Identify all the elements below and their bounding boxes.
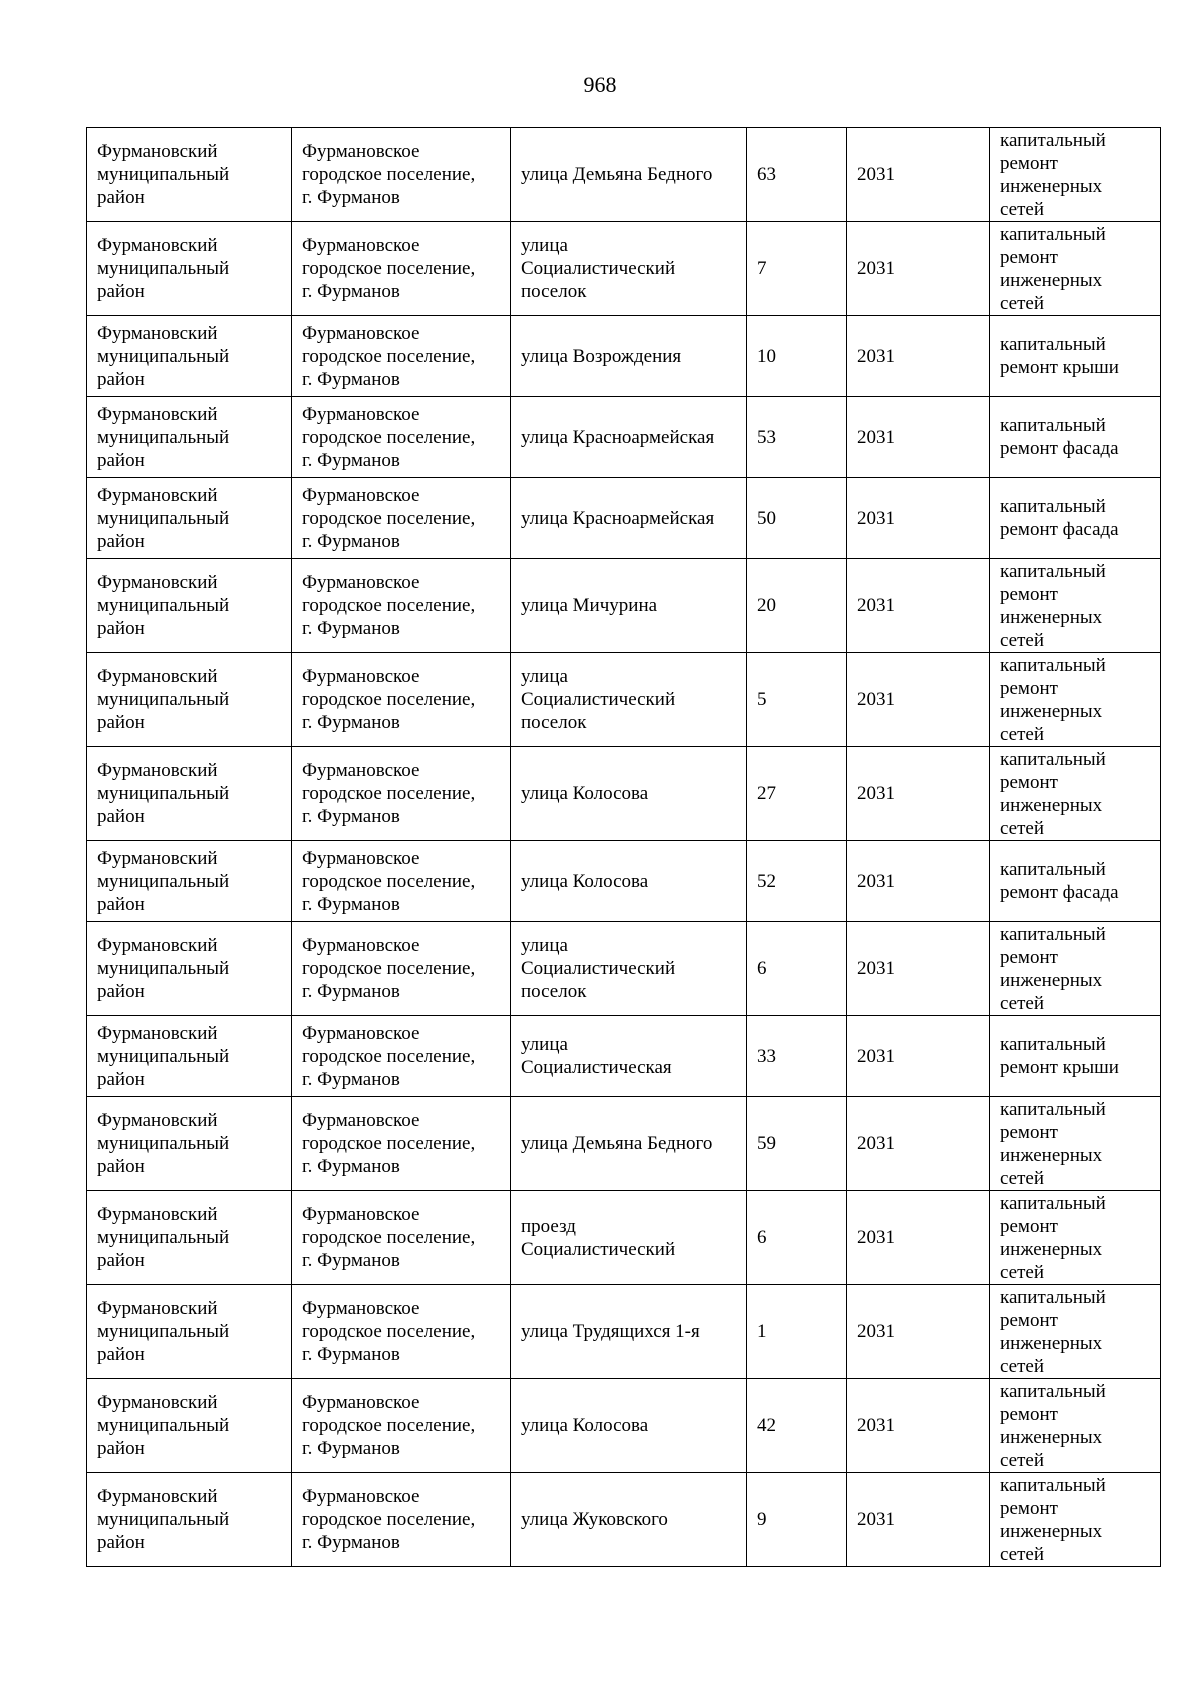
street-cell: проезд Социалистический: [511, 1191, 747, 1285]
year-cell: 2031: [847, 653, 990, 747]
settlement-cell: Фурмановское городское поселение, г. Фурманов: [292, 1285, 511, 1379]
settlement-cell: Фурмановское городское поселение, г. Фурманов: [292, 1097, 511, 1191]
district-cell: Фурмановский муниципальный район: [87, 1473, 292, 1567]
year-cell: 2031: [847, 222, 990, 316]
work-type-cell: капитальный ремонт крыши: [990, 316, 1161, 397]
district-cell: Фурмановский муниципальный район: [87, 1016, 292, 1097]
street-cell: улица Красноармейская: [511, 397, 747, 478]
table-row: [87, 922, 1161, 1016]
house-number-cell: 10: [747, 316, 847, 397]
year-cell: 2031: [847, 1473, 990, 1567]
house-number-cell: 53: [747, 397, 847, 478]
table-row: [87, 222, 1161, 316]
settlement-cell: Фурмановское городское поселение, г. Фурманов: [292, 1379, 511, 1473]
year-cell: 2031: [847, 397, 990, 478]
settlement-cell: Фурмановское городское поселение, г. Фурманов: [292, 397, 511, 478]
year-cell: 2031: [847, 841, 990, 922]
work-type-cell: капитальный ремонт инженерных сетей: [990, 922, 1161, 1016]
district-cell: Фурмановский муниципальный район: [87, 128, 292, 222]
street-cell: улица Красноармейская: [511, 478, 747, 559]
year-cell: 2031: [847, 1097, 990, 1191]
street-cell: улица Возрождения: [511, 316, 747, 397]
street-cell: улица Демьяна Бедного: [511, 128, 747, 222]
table-row: [87, 316, 1161, 397]
settlement-cell: Фурмановское городское поселение, г. Фурманов: [292, 316, 511, 397]
district-cell: Фурмановский муниципальный район: [87, 653, 292, 747]
district-cell: Фурмановский муниципальный район: [87, 316, 292, 397]
settlement-cell: Фурмановское городское поселение, г. Фурманов: [292, 1473, 511, 1567]
district-cell: Фурмановский муниципальный район: [87, 1191, 292, 1285]
street-cell: улица Демьяна Бедного: [511, 1097, 747, 1191]
street-cell: улица Социалистический поселок: [511, 922, 747, 1016]
settlement-cell: Фурмановское городское поселение, г. Фурманов: [292, 478, 511, 559]
street-cell: улица Социалистический поселок: [511, 653, 747, 747]
table-row: [87, 1191, 1161, 1285]
house-number-cell: 52: [747, 841, 847, 922]
district-cell: Фурмановский муниципальный район: [87, 922, 292, 1016]
table-row: [87, 841, 1161, 922]
year-cell: 2031: [847, 128, 990, 222]
work-type-cell: капитальный ремонт инженерных сетей: [990, 128, 1161, 222]
work-type-cell: капитальный ремонт инженерных сетей: [990, 653, 1161, 747]
house-number-cell: 6: [747, 1191, 847, 1285]
year-cell: 2031: [847, 1191, 990, 1285]
settlement-cell: Фурмановское городское поселение, г. Фурманов: [292, 747, 511, 841]
street-cell: улица Колосова: [511, 841, 747, 922]
year-cell: 2031: [847, 1285, 990, 1379]
house-number-cell: 5: [747, 653, 847, 747]
district-cell: Фурмановский муниципальный район: [87, 1379, 292, 1473]
table-row: [87, 397, 1161, 478]
table-row: [87, 1473, 1161, 1567]
house-number-cell: 63: [747, 128, 847, 222]
work-type-cell: капитальный ремонт фасада: [990, 841, 1161, 922]
work-type-cell: капитальный ремонт крыши: [990, 1016, 1161, 1097]
house-number-cell: 6: [747, 922, 847, 1016]
district-cell: Фурмановский муниципальный район: [87, 1097, 292, 1191]
year-cell: 2031: [847, 559, 990, 653]
work-type-cell: капитальный ремонт инженерных сетей: [990, 222, 1161, 316]
settlement-cell: Фурмановское городское поселение, г. Фурманов: [292, 653, 511, 747]
year-cell: 2031: [847, 316, 990, 397]
page-number: 968: [583, 72, 617, 97]
settlement-cell: Фурмановское городское поселение, г. Фурманов: [292, 559, 511, 653]
table-row: [87, 1016, 1161, 1097]
year-cell: 2031: [847, 747, 990, 841]
house-number-cell: 20: [747, 559, 847, 653]
district-cell: Фурмановский муниципальный район: [87, 397, 292, 478]
year-cell: 2031: [847, 1379, 990, 1473]
work-type-cell: капитальный ремонт фасада: [990, 478, 1161, 559]
district-cell: Фурмановский муниципальный район: [87, 841, 292, 922]
table-row: [87, 747, 1161, 841]
house-number-cell: 27: [747, 747, 847, 841]
house-number-cell: 7: [747, 222, 847, 316]
year-cell: 2031: [847, 922, 990, 1016]
work-type-cell: капитальный ремонт инженерных сетей: [990, 1097, 1161, 1191]
work-type-cell: капитальный ремонт инженерных сетей: [990, 559, 1161, 653]
settlement-cell: Фурмановское городское поселение, г. Фурманов: [292, 841, 511, 922]
street-cell: улица Трудящихся 1-я: [511, 1285, 747, 1379]
table-row: [87, 653, 1161, 747]
street-cell: улица Колосова: [511, 1379, 747, 1473]
settlement-cell: Фурмановское городское поселение, г. Фурманов: [292, 222, 511, 316]
work-type-cell: капитальный ремонт инженерных сетей: [990, 1191, 1161, 1285]
street-cell: улица Социалистическая: [511, 1016, 747, 1097]
house-number-cell: 42: [747, 1379, 847, 1473]
table-row: [87, 559, 1161, 653]
settlement-cell: Фурмановское городское поселение, г. Фурманов: [292, 128, 511, 222]
settlement-cell: Фурмановское городское поселение, г. Фурманов: [292, 1016, 511, 1097]
house-number-cell: 50: [747, 478, 847, 559]
street-cell: улица Мичурина: [511, 559, 747, 653]
year-cell: 2031: [847, 478, 990, 559]
table-row: [87, 478, 1161, 559]
house-number-cell: 1: [747, 1285, 847, 1379]
year-cell: 2031: [847, 1016, 990, 1097]
house-number-cell: 9: [747, 1473, 847, 1567]
district-cell: Фурмановский муниципальный район: [87, 478, 292, 559]
table-row: [87, 128, 1161, 222]
table-row: [87, 1379, 1161, 1473]
work-type-cell: капитальный ремонт инженерных сетей: [990, 1379, 1161, 1473]
district-cell: Фурмановский муниципальный район: [87, 1285, 292, 1379]
street-cell: улица Жуковского: [511, 1473, 747, 1567]
district-cell: Фурмановский муниципальный район: [87, 747, 292, 841]
street-cell: улица Колосова: [511, 747, 747, 841]
repair-schedule-table: [86, 127, 1161, 1567]
table-row: [87, 1285, 1161, 1379]
house-number-cell: 59: [747, 1097, 847, 1191]
work-type-cell: капитальный ремонт фасада: [990, 397, 1161, 478]
settlement-cell: Фурмановское городское поселение, г. Фурманов: [292, 922, 511, 1016]
work-type-cell: капитальный ремонт инженерных сетей: [990, 1473, 1161, 1567]
district-cell: Фурмановский муниципальный район: [87, 222, 292, 316]
district-cell: Фурмановский муниципальный район: [87, 559, 292, 653]
table-row: [87, 1097, 1161, 1191]
street-cell: улица Социалистический поселок: [511, 222, 747, 316]
work-type-cell: капитальный ремонт инженерных сетей: [990, 747, 1161, 841]
settlement-cell: Фурмановское городское поселение, г. Фурманов: [292, 1191, 511, 1285]
work-type-cell: капитальный ремонт инженерных сетей: [990, 1285, 1161, 1379]
house-number-cell: 33: [747, 1016, 847, 1097]
